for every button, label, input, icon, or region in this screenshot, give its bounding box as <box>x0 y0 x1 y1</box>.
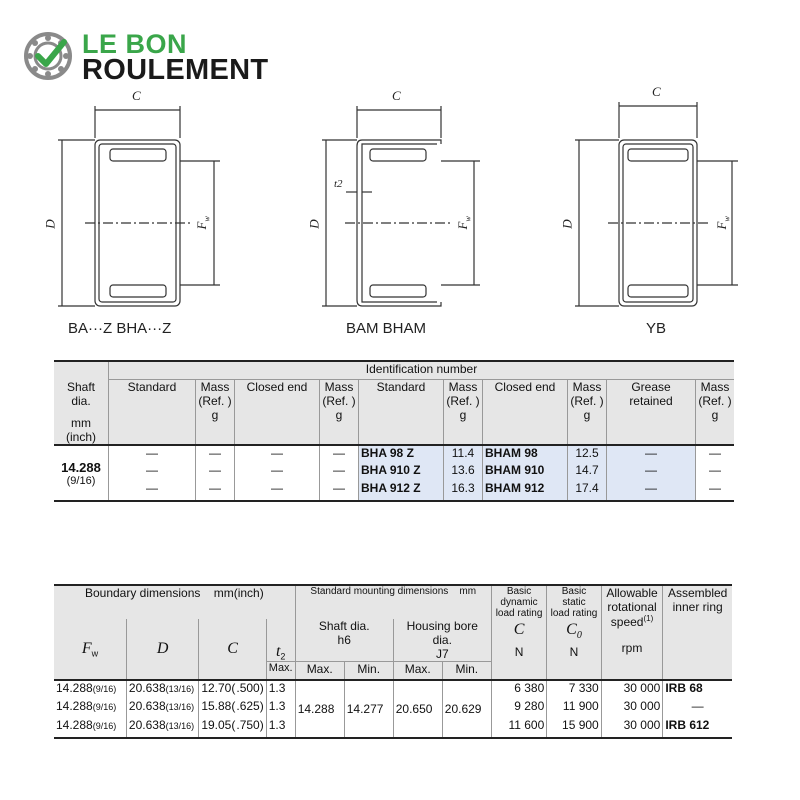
standard-mounting-header: Standard mounting dimensions mm <box>295 585 491 619</box>
table-row <box>54 680 732 699</box>
dim-t2-label: t2 <box>334 178 343 190</box>
empty-cell: — <box>235 463 320 481</box>
basic-static-header: Basic static load rating $C_0$ N <box>547 585 601 680</box>
shaft-min-header: Min. <box>344 662 393 680</box>
grease-retained-header: Grease retained <box>607 379 696 445</box>
dynamic-rating-value: 6 380 <box>491 680 546 699</box>
housing-max-header: Max. <box>393 662 442 680</box>
empty-cell: — <box>696 445 735 463</box>
closed-end-mass: 17.4 <box>568 481 607 501</box>
static-rating-value: 7 330 <box>547 680 601 699</box>
empty-cell: — <box>607 445 696 463</box>
empty-cell: — <box>109 463 196 481</box>
empty-cell: — <box>320 463 359 481</box>
allowable-speed-header: Allowable rotational speed$^{(1)}$ rpm <box>601 585 663 680</box>
empty-cell: — <box>696 481 735 501</box>
brand-line1: LE BON <box>82 29 188 59</box>
table-row <box>54 463 734 481</box>
closed-end-header: Closed end <box>235 379 320 445</box>
d-value: 20.638(13/16) <box>126 680 198 699</box>
t2-max-header: Max. <box>266 662 295 680</box>
boundary-dimensions-header: Boundary dimensions mm(inch) <box>84 586 264 600</box>
shaft-dia-header: Shaft dia. h6 <box>295 619 393 662</box>
c-value: 12.70( .500) <box>199 680 266 699</box>
bearing-drawings <box>0 86 800 346</box>
static-rating-value: 11 900 <box>547 699 601 718</box>
brand-line2: ROULEMENT <box>82 54 269 86</box>
dim-d-label: D <box>559 219 575 229</box>
closed-end-id: BHAM 912 <box>483 481 568 501</box>
empty-cell: — <box>607 481 696 501</box>
dimensions-table <box>54 584 732 739</box>
standard-id: BHA 910 Z <box>359 463 444 481</box>
dim-fw-label: $F_w$ <box>193 216 212 230</box>
speed-value: 30 000 <box>601 680 663 699</box>
shaft-dia-header: Shaft dia. mm (inch) <box>65 380 96 444</box>
inner-ring-value: IRB 612 <box>663 718 732 738</box>
empty-cell: — <box>607 463 696 481</box>
dim-c-label: C <box>132 88 141 103</box>
c-value: 19.05( .750) <box>199 718 266 738</box>
drawing-caption-bam-bham: BAM BHAM <box>346 320 427 337</box>
empty-cell: — <box>320 481 359 501</box>
shaft-max-value: 14.288 <box>295 680 344 738</box>
housing-bore-header: Housing bore dia. J7 <box>393 619 491 662</box>
brand-logo <box>24 28 304 84</box>
empty-cell: — <box>235 481 320 501</box>
c-header: C <box>199 619 266 680</box>
closed-end-header: Closed end <box>483 379 568 445</box>
speed-value: 30 000 <box>601 718 663 738</box>
identification-number-header: Identification number <box>109 361 735 379</box>
empty-cell: — <box>696 463 735 481</box>
empty-cell: — <box>109 481 196 501</box>
closed-end-mass: 12.5 <box>568 445 607 463</box>
dim-d-label: D <box>42 219 58 229</box>
standard-mass: 13.6 <box>444 463 483 481</box>
mass-header: Mass (Ref. ) g <box>320 379 359 445</box>
assembled-inner-ring-header: Assembled inner ring <box>663 585 732 680</box>
closed-end-id: BHAM 98 <box>483 445 568 463</box>
c-value: 15.88( .625) <box>199 699 266 718</box>
d-value: 20.638(13/16) <box>126 718 198 738</box>
standard-mass: 16.3 <box>444 481 483 501</box>
fw-value: 14.288(9/16) <box>56 717 117 732</box>
standard-header: Standard <box>109 379 196 445</box>
t2-header: $t_2$ <box>266 619 295 662</box>
dynamic-rating-value: 9 280 <box>491 699 546 718</box>
fw-value: 14.288(9/16) <box>56 698 117 713</box>
drawing-caption-yb: YB <box>646 320 667 337</box>
standard-id: BHA 912 Z <box>359 481 444 501</box>
dim-c-label: C <box>652 84 661 99</box>
mass-header: Mass (Ref. ) g <box>696 379 735 445</box>
drawing-caption-ba-bha: BA···Z BHA···Z <box>68 320 172 337</box>
closed-end-mass: 14.7 <box>568 463 607 481</box>
empty-cell: — <box>235 445 320 463</box>
empty-cell: — <box>196 481 235 501</box>
dim-fw-label: $F_w$ <box>713 216 732 230</box>
table-row <box>54 445 734 463</box>
housing-max-value: 20.650 <box>393 680 442 738</box>
dim-d-label: D <box>306 219 322 229</box>
static-rating-value: 15 900 <box>547 718 601 738</box>
standard-id: BHA 98 Z <box>359 445 444 463</box>
table-row <box>54 481 734 501</box>
housing-min-header: Min. <box>442 662 491 680</box>
shaft-min-value: 14.277 <box>344 680 393 738</box>
empty-cell: — <box>320 445 359 463</box>
inner-ring-value: — <box>663 699 732 718</box>
shaft-dia-value: 14.288 (9/16) <box>61 459 101 487</box>
inner-ring-value: IRB 68 <box>663 680 732 699</box>
t2-value: 1.3 <box>266 680 295 699</box>
fw-header: $F_w$ <box>81 639 99 658</box>
d-value: 20.638(13/16) <box>126 699 198 718</box>
d-header: D <box>126 619 198 680</box>
empty-cell: — <box>196 445 235 463</box>
bearing-check-icon <box>24 30 76 82</box>
fw-value: 14.288(9/16) <box>56 680 117 695</box>
standard-header: Standard <box>359 379 444 445</box>
t2-value: 1.3 <box>266 699 295 718</box>
standard-mass: 11.4 <box>444 445 483 463</box>
housing-min-value: 20.629 <box>442 680 491 738</box>
bearing-section-diagrams <box>0 86 800 326</box>
speed-value: 30 000 <box>601 699 663 718</box>
mass-header: Mass (Ref. ) g <box>568 379 607 445</box>
basic-dynamic-header: Basic dynamic load rating C N <box>491 585 546 680</box>
dim-fw-label: $F_w$ <box>454 216 473 230</box>
closed-end-id: BHAM 910 <box>483 463 568 481</box>
dynamic-rating-value: 11 600 <box>491 718 546 738</box>
dim-c-label: C <box>392 88 401 103</box>
shaft-max-header: Max. <box>295 662 344 680</box>
identification-table <box>54 360 734 502</box>
mass-header: Mass (Ref. ) g <box>444 379 483 445</box>
empty-cell: — <box>109 445 196 463</box>
t2-value: 1.3 <box>266 718 295 738</box>
empty-cell: — <box>196 463 235 481</box>
mass-header: Mass (Ref. ) g <box>196 379 235 445</box>
